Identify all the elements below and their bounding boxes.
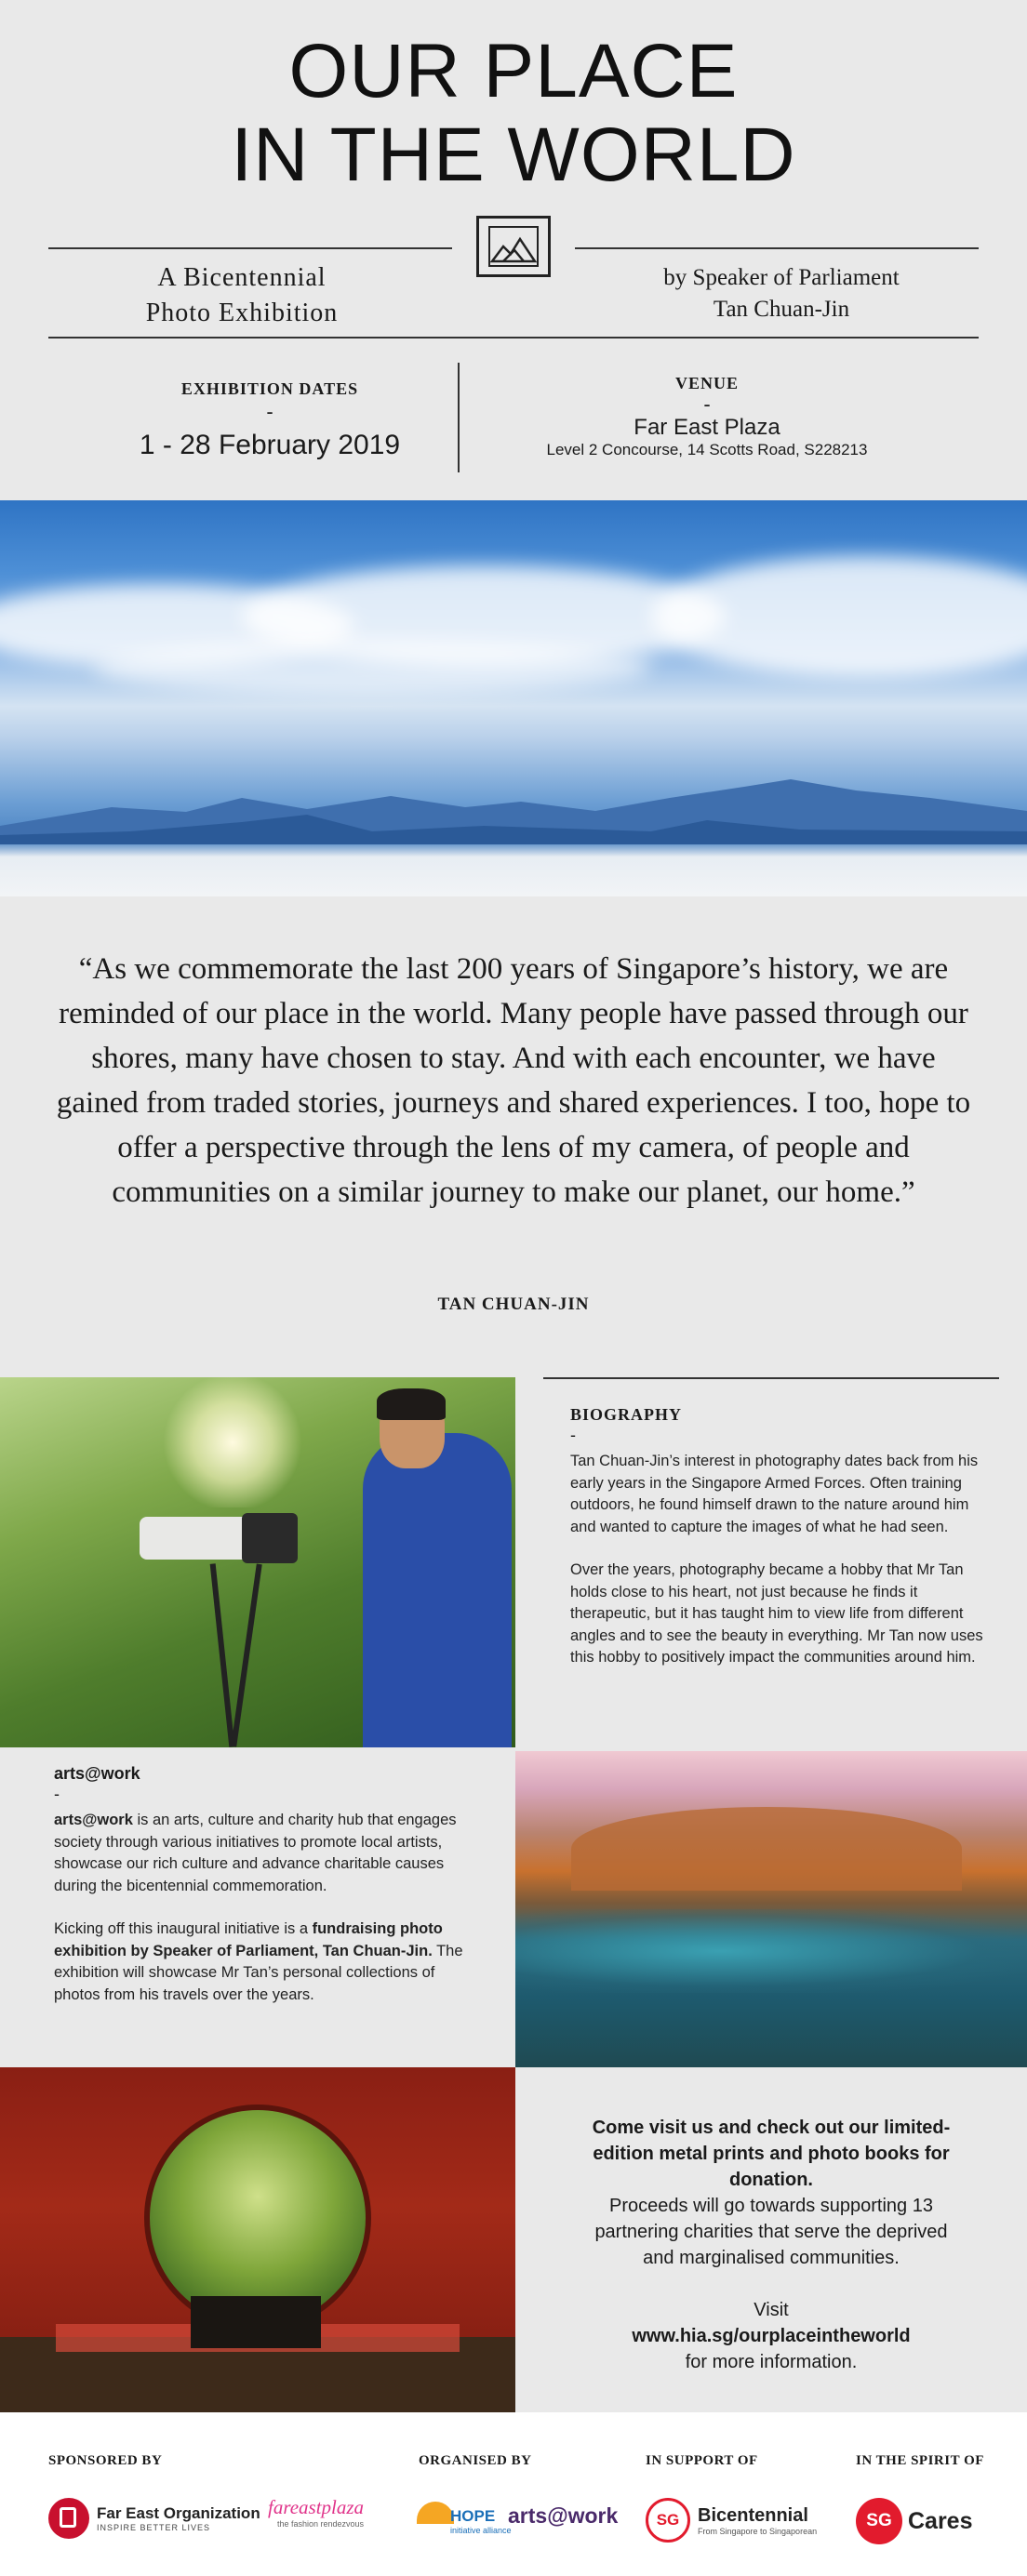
artsatwork-intro: Kicking off this inaugural initiative is a bbox=[54, 1920, 313, 1937]
sponsored-label: SPONSORED BY bbox=[48, 2453, 163, 2468]
venue-label: VENUE bbox=[674, 374, 739, 392]
biography-paragraph-1: Tan Chuan-Jin’s interest in photography dates back from his early years in the Singapore Armed Forces. Often training outdoors, he found himself drawn to the nature around him and wanted to capture the images of what he had seen. bbox=[570, 1453, 979, 1535]
venue-name: Far East Plaza bbox=[634, 415, 780, 440]
byline-line-1: by Speaker of Parliament bbox=[663, 265, 900, 290]
biography-dash: - bbox=[570, 1426, 576, 1444]
artsatwork-paragraph-1 bbox=[54, 1810, 471, 1897]
header-rule-bottom bbox=[48, 337, 979, 339]
speaker-quote: “As we commemorate the last 200 years of Singapore’s history, we are reminded of our place in the world. Many people have passed through our shores, many have chosen to stay. And with each encounter, we have gained from traded stories, journeys and shared experiences. I too, hope to offer a perspective through the lens of my camera, of people and communities on a similar journey to make our planet, our home.” bbox=[56, 952, 971, 1209]
venue-dash: - bbox=[703, 392, 711, 416]
dates-label: EXHIBITION DATES bbox=[180, 379, 359, 398]
artsatwork-heading: arts@work bbox=[54, 1764, 140, 1783]
cta-proceeds: Proceeds will go towards supporting 13 partnering charities that serve the deprived and marginalised communities. bbox=[594, 2196, 948, 2268]
sg-cares-name: Cares bbox=[908, 2507, 973, 2534]
sg-bicentennial-badge: SG bbox=[646, 2498, 690, 2543]
artsatwork-dash: - bbox=[54, 1785, 60, 1803]
quote-author: TAN CHUAN-JIN bbox=[437, 1295, 590, 1314]
sponsors-footer bbox=[0, 2412, 1027, 2576]
header-rule-right bbox=[575, 247, 979, 249]
bicentennial-name: Bicentennial bbox=[698, 2504, 808, 2526]
sg-bicentennial-logo bbox=[646, 2498, 817, 2543]
far-east-organization-logo bbox=[48, 2498, 260, 2539]
hills-landscape-photo bbox=[515, 1751, 1027, 2067]
exhibition-subtitle bbox=[56, 260, 428, 331]
dates-dash: - bbox=[266, 400, 273, 423]
hope-sun-icon bbox=[417, 2502, 454, 2524]
sg-cares-badge: SG bbox=[856, 2498, 902, 2544]
artsatwork-text bbox=[54, 1810, 471, 2027]
feo-name: Far East Organization bbox=[97, 2504, 260, 2522]
hope-tagline: initiative alliance bbox=[450, 2526, 512, 2535]
subtitle-line-1: A Bicentennial bbox=[157, 263, 327, 292]
moon-gate-photo bbox=[0, 2067, 515, 2413]
artsatwork-brand: arts@work bbox=[54, 1812, 133, 1828]
bicentennial-tagline: From Singapore to Singaporean bbox=[698, 2526, 818, 2536]
artsatwork-highlight: fundraising photo exhibition by Speaker of Parliament, Tan Chuan-Jin. bbox=[54, 1920, 443, 1959]
venue-address: Level 2 Concourse, 14 Scotts Road, S228213 bbox=[546, 441, 868, 458]
support-label: IN SUPPORT OF bbox=[646, 2453, 758, 2468]
fep-name: fareastplaza bbox=[268, 2496, 365, 2518]
title-line-1: OUR PLACE bbox=[288, 29, 739, 113]
framed-landscape-icon bbox=[476, 216, 551, 277]
biography-paragraph-2: Over the years, photography became a hobby that Mr Tan holds close to his heart, not just because he finds it therapeutic, but it has taught him to view life from different angles and to see the beauty in everything. Mr Tan now uses this hobby to positively impact the communities around him. bbox=[570, 1561, 983, 1666]
info-divider bbox=[458, 363, 460, 472]
feo-tagline: INSPIRE BETTER LIVES bbox=[97, 2523, 211, 2532]
hope-logo bbox=[417, 2490, 512, 2535]
biography-rule bbox=[543, 1377, 999, 1379]
biography-text bbox=[570, 1451, 989, 1691]
artsatwork-logo-text: arts@work bbox=[508, 2503, 619, 2528]
dates-value: 1 - 28 February 2019 bbox=[139, 430, 401, 460]
sg-cares-logo bbox=[856, 2498, 973, 2544]
photographer-photo bbox=[0, 1377, 515, 1747]
hope-name: HOPE bbox=[450, 2507, 496, 2525]
artsatwork-logo bbox=[508, 2503, 618, 2529]
byline-line-2: Tan Chuan-Jin bbox=[713, 297, 850, 322]
artsatwork-description: is an arts, culture and charity hub that engages society through various initiatives to promote local artists, showcase our rich culture and advance charitable causes during the bicentennial commemoration. bbox=[54, 1812, 457, 1894]
exhibition-link[interactable]: www.hia.sg/ourplaceintheworld bbox=[632, 2326, 911, 2346]
artsatwork-paragraph-2 bbox=[54, 1919, 471, 2006]
artsatwork-closing: The exhibition will showcase Mr Tan’s personal collections of photos from his travels over the years. bbox=[54, 1942, 463, 2003]
organised-label: ORGANISED BY bbox=[419, 2453, 532, 2468]
biography-heading: BIOGRAPHY bbox=[570, 1405, 683, 1424]
header-rule-left bbox=[48, 247, 452, 249]
cta-more-info: for more information. bbox=[685, 2352, 858, 2372]
fep-tagline: the fashion rendezvous bbox=[276, 2519, 365, 2529]
hero-landscape-photo bbox=[0, 500, 1027, 896]
cta-visit: Visit bbox=[754, 2300, 789, 2320]
subtitle-line-2: Photo Exhibition bbox=[145, 299, 339, 327]
spirit-label: IN THE SPIRIT OF bbox=[856, 2453, 984, 2468]
title-line-2: IN THE WORLD bbox=[231, 113, 796, 197]
cta-headline: Come visit us and check out our limited-edition metal prints and photo books for donation. bbox=[592, 2118, 951, 2190]
byline bbox=[595, 262, 967, 325]
feo-emblem-icon bbox=[48, 2498, 89, 2539]
page-title bbox=[0, 30, 1027, 197]
fareastplaza-logo bbox=[268, 2496, 364, 2529]
